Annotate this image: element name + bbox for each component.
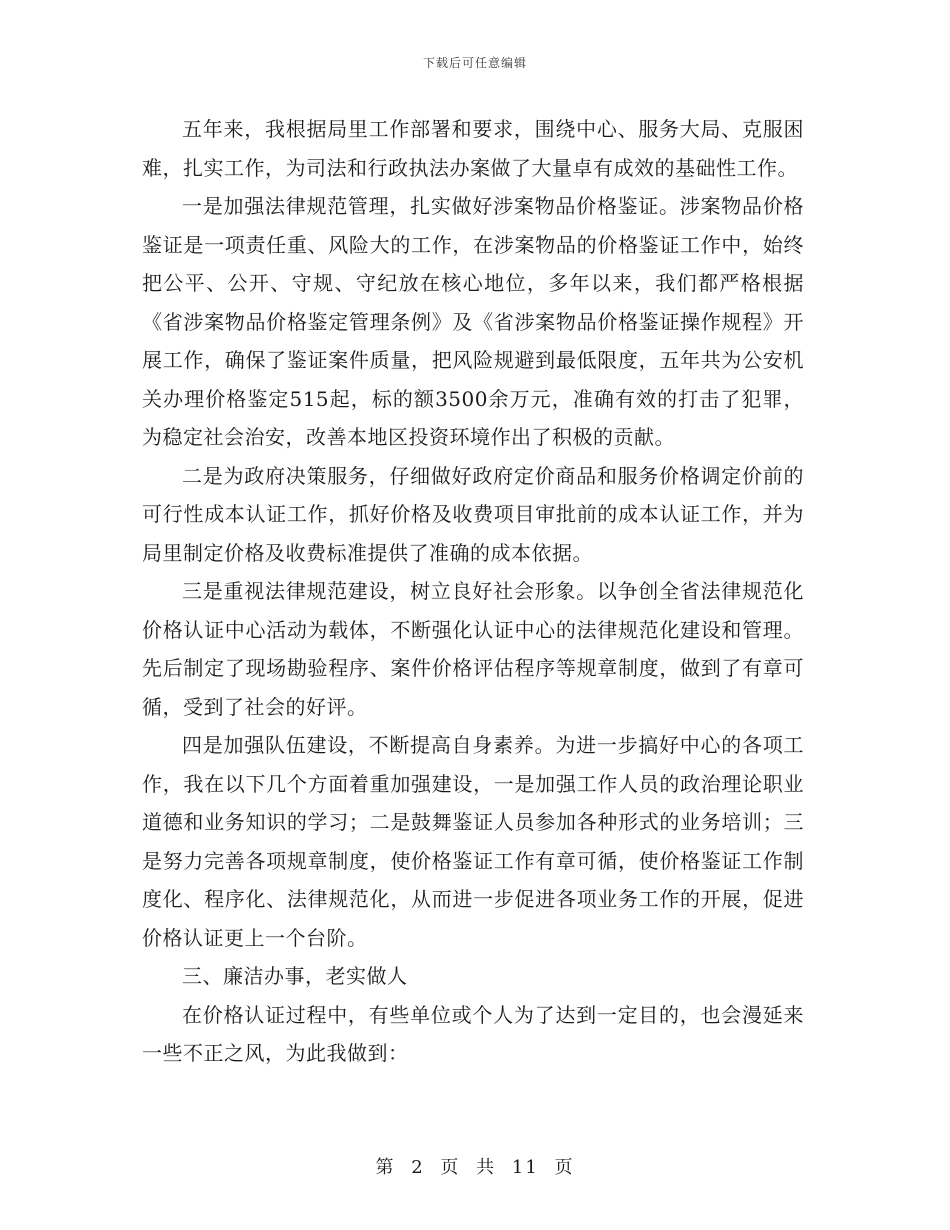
footer-prefix: 第 [375, 1157, 396, 1178]
paragraph-point-two: 二是为政府决策服务，仔细做好政府定价商品和服务价格调定价前的可行性成本认证工作，抓好价格及收费项目审批前的成本认证工作，并为局里制定价格及收费标准提供了准确的成本依据。 [142, 463, 804, 565]
paragraph-point-three: 三是重视法律规范建设，树立良好社会形象。以争创全省法律规范化价格认证中心活动为载体，不断强化认证中心的法律规范化建设和管理。先后制定了现场勘验程序、案件价格评估程序等规章制度，做到了有章可循，受到了社会的好评。 [142, 579, 804, 719]
footer-total-pages: 11 [511, 1157, 539, 1178]
footer-page-number: 2 [411, 1157, 425, 1178]
footer-suffix: 页 [554, 1157, 575, 1178]
header-note: 下载后可任意编辑 [422, 56, 527, 70]
page-footer [0, 1153, 950, 1179]
footer-middle: 页 [440, 1157, 461, 1178]
paragraph-point-four: 四是加强队伍建设，不断提高自身素养。为进一步搞好中心的各项工作，我在以下几个方面着重加强建设，一是加强工作人员的政治理论职业道德和业务知识的学习；二是鼓舞鉴证人员参加各种形式的业务培训；三是努力完善各项规章制度，使价格鉴证工作有章可循，使价格鉴证工作制度化、程序化、法律规范化，从而进一步促进各项业务工作的开展，促进价格认证更上一个台阶。 [142, 733, 804, 950]
section-heading: 三、廉洁办事，老实做人 [182, 964, 408, 988]
paragraph-point-one: 一是加强法律规范管理，扎实做好涉案物品价格鉴证。涉案物品价格鉴证是一项责任重、风险大的工作，在涉案物品的价格鉴证工作中，始终把公平、公开、守规、守纪放在核心地位，多年以来，我们都严格根据《省涉案物品价格鉴定管理条例》及《省涉案物品价格鉴证操作规程》开展工作，确保了鉴证案件质量，把风险规避到最低限度，五年共为公安机关办理价格鉴定515起，标的额3500余万元，准确有效的打击了犯罪，为稳定社会治安，改善本地区投资环境作出了积极的贡献。 [142, 194, 804, 449]
footer-of: 共 [476, 1157, 497, 1178]
body-text [142, 110, 804, 1073]
paragraph-section-three: 在价格认证过程中，有些单位或个人为了达到一定目的，也会漫延来一些不正之风，为此我做到： [142, 1002, 804, 1065]
paragraph-intro: 五年来，我根据局里工作部署和要求，围绕中心、服务大局、克服困难，扎实工作，为司法和行政执法办案做了大量卓有成效的基础性工作。 [142, 117, 804, 180]
